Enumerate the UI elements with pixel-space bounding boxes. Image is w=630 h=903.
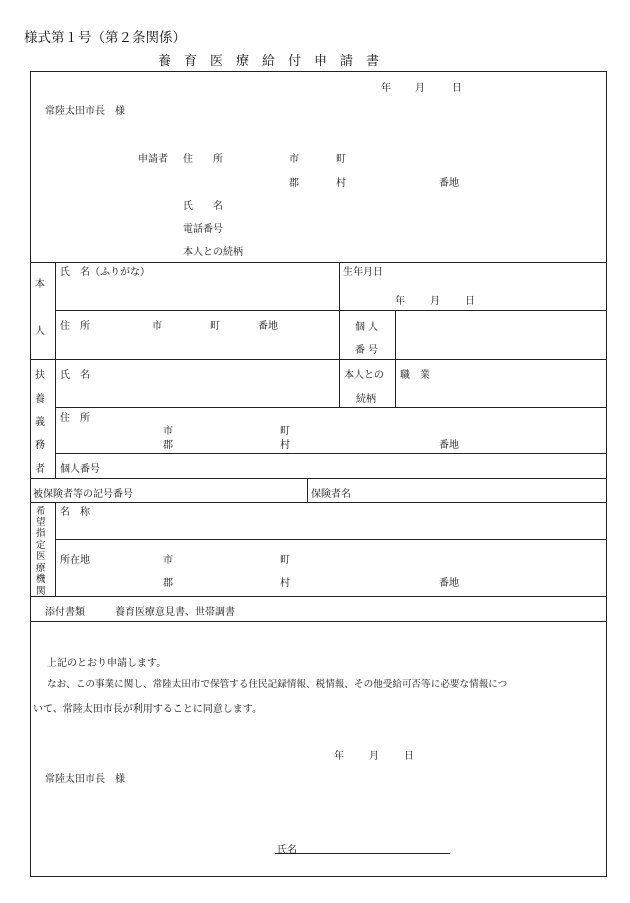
person-id-label: 番 号 <box>355 345 379 356</box>
guardian-village: 村 <box>280 440 290 451</box>
divider <box>395 310 396 407</box>
applicant-town: 町 <box>336 154 346 165</box>
institution-side-label: 指 <box>36 528 46 539</box>
person-birth-year: 年 <box>395 296 405 307</box>
person-name-label: 氏 名（ふりがな） <box>60 267 150 278</box>
person-side-label: 本 <box>35 279 45 290</box>
insurer-label: 保険者名 <box>311 489 351 500</box>
person-id-label: 個 人 <box>355 322 379 333</box>
applicant-name-label: 氏 名 <box>183 201 223 212</box>
divider <box>55 407 607 408</box>
attachments-label: 添付書類 <box>45 607 85 618</box>
applicant-phone-label: 電話番号 <box>183 224 223 235</box>
person-birth-month: 月 <box>430 296 440 307</box>
document-title: 養育医療給付申請書 <box>158 54 393 69</box>
guardian-relation-label: 続柄 <box>356 394 376 405</box>
applicant-relation-label: 本人との続柄 <box>183 247 243 258</box>
person-address-label: 住 所 <box>60 321 90 332</box>
institution-side-label: 療 <box>36 563 46 574</box>
person-town: 町 <box>210 321 220 332</box>
date-month: 月 <box>415 83 425 94</box>
person-birth-label: 生年月日 <box>343 267 383 278</box>
consent-date-day: 日 <box>404 751 414 762</box>
divider <box>55 310 607 311</box>
divider <box>55 539 607 540</box>
applicant-label: 申請者 <box>138 154 168 165</box>
signature-label: 氏名 <box>277 845 297 856</box>
divider <box>30 502 607 503</box>
divider <box>307 478 308 502</box>
guardian-lot: 番地 <box>439 440 459 451</box>
guardian-city: 市 <box>163 426 173 437</box>
form-frame <box>30 71 607 877</box>
signature-line <box>275 853 450 854</box>
guardian-county: 郡 <box>163 440 173 451</box>
divider <box>339 262 340 407</box>
consent-line-3: いて、常陸太田市長が利用することに同意します。 <box>33 704 262 715</box>
guardian-side-label: 扶 <box>35 370 45 381</box>
institution-village: 村 <box>280 578 290 589</box>
person-lot: 番地 <box>258 321 278 332</box>
divider <box>30 478 607 479</box>
insurance-symbol-label: 被保険者等の記号番号 <box>33 489 133 500</box>
institution-side-label: 希 <box>36 506 46 517</box>
applicant-lot: 番地 <box>439 178 459 189</box>
institution-town: 町 <box>280 555 290 566</box>
institution-lot: 番地 <box>439 578 459 589</box>
guardian-name-label: 氏 名 <box>60 370 90 381</box>
divider <box>55 502 56 596</box>
applicant-village: 村 <box>336 178 346 189</box>
institution-name-label: 名 称 <box>60 507 90 518</box>
date-day: 日 <box>452 83 462 94</box>
form-number: 様式第１号（第２条関係） <box>24 30 186 46</box>
guardian-side-label: 者 <box>35 464 45 475</box>
institution-side-label: 望 <box>36 517 46 528</box>
institution-county: 郡 <box>163 578 173 589</box>
guardian-address-label: 住 所 <box>60 413 90 424</box>
guardian-town: 町 <box>280 426 290 437</box>
guardian-id-label: 個人番号 <box>60 464 100 475</box>
institution-city: 市 <box>163 555 173 566</box>
consent-date-year: 年 <box>334 751 344 762</box>
divider <box>55 453 607 454</box>
attachments-value: 養育医療意見書、世帯調書 <box>115 607 235 618</box>
person-side-label: 人 <box>35 326 45 337</box>
guardian-occupation-label: 職 業 <box>400 370 430 381</box>
institution-location-label: 所在地 <box>60 555 90 566</box>
divider <box>30 359 607 360</box>
institution-side-label: 関 <box>36 586 46 597</box>
consent-line-1: 上記のとおり申請します。 <box>47 658 167 669</box>
institution-side-label: 機 <box>36 574 46 585</box>
date-year: 年 <box>381 83 391 94</box>
guardian-relation-label: 本人との <box>344 370 384 381</box>
institution-side-label: 医 <box>36 551 46 562</box>
consent-date-month: 月 <box>369 751 379 762</box>
applicant-address-label: 住 所 <box>183 154 223 165</box>
applicant-city: 市 <box>289 154 299 165</box>
divider <box>30 621 607 622</box>
consent-addressee: 常陸太田市長 様 <box>45 774 125 785</box>
divider <box>30 596 607 597</box>
divider <box>55 262 56 478</box>
addressee: 常陸太田市長 様 <box>45 106 125 117</box>
applicant-county: 郡 <box>289 178 299 189</box>
guardian-side-label: 務 <box>35 440 45 451</box>
guardian-side-label: 養 <box>35 394 45 405</box>
consent-line-2: なお、この事業に関し、常陸太田市で保管する住民記録情報、税情報、その他受給可否等に必要な情報につ <box>47 679 508 690</box>
person-birth-day: 日 <box>465 296 475 307</box>
institution-side-label: 定 <box>36 540 46 551</box>
person-city: 市 <box>152 321 162 332</box>
guardian-side-label: 義 <box>35 417 45 428</box>
